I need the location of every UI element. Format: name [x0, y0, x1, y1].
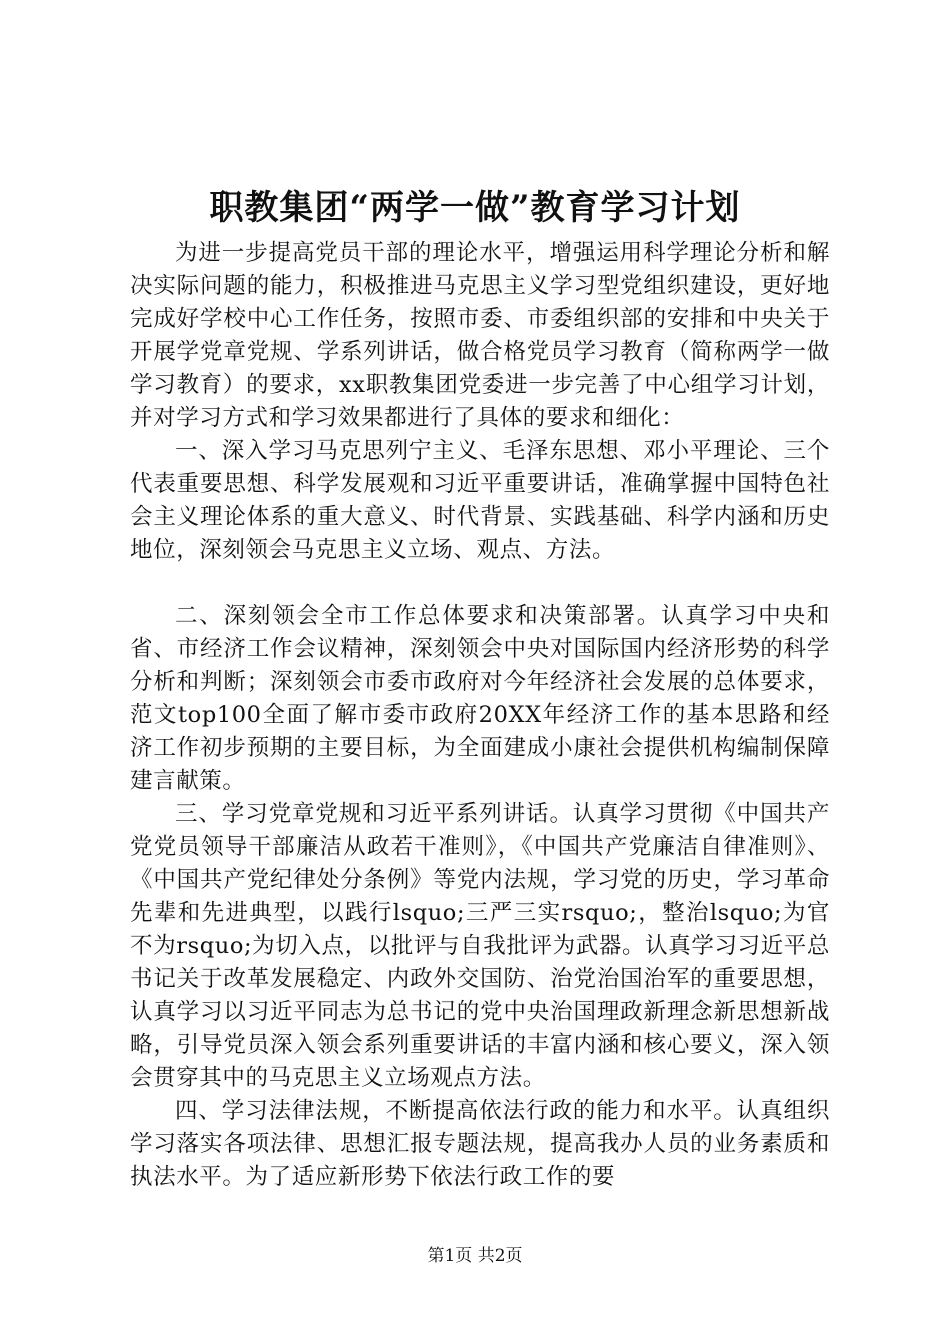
paragraph-section-3: 三、学习党章党规和习近平系列讲话。认真学习贯彻《中国共产党党员领导干部廉洁从政若干准则》，《中国共产党廉洁自律准则》、《中国共产党纪律处分条例》等党内法规，学习党的历史，学习革命先辈和先进典型，以践行lsquo;三严三实rsquo;，整治lsquo;为官不为rsquo;为切入点，以批评与自我批评为武器。认真学习习近平总书记关于改革发展稳定、内政外交国防、治党治国治军的重要思想，认真学习以习近平同志为总书记的党中央治国理政新理念新思想新战略，引导党员深入领会系列重要讲话的丰富内涵和核心要义，深入领会贯穿其中的马克思主义立场观点方法。: [130, 801, 830, 1091]
paragraph-section-2: 二、深刻领会全市工作总体要求和决策部署。认真学习中央和省、市经济工作会议精神，深刻领会中央对国际国内经济形势的科学分析和判断；深刻领会市委市政府对今年经济社会发展的总体要求，范文top100全面了解市委市政府20XX年经济工作的基本思路和经济工作初步预期的主要目标，为全面建成小康社会提供机构编制保障建言献策。: [130, 603, 830, 794]
paragraph-gap: [130, 567, 830, 600]
document-title: 职教集团“两学一做”教育学习计划: [209, 188, 741, 228]
paragraph-section-4: 四、学习法律法规，不断提高依法行政的能力和水平。认真组织学习落实各项法律、思想汇报专题法规，提高我办人员的业务素质和执法水平。为了适应新形势下依法行政工作的要: [130, 1098, 830, 1190]
document-body: [130, 237, 830, 1194]
paragraph-section-1: 一、深入学习马克思列宁主义、毛泽东思想、邓小平理论、三个代表重要思想、科学发展观和习近平重要讲话，准确掌握中国特色社会主义理论体系的重大意义、时代背景、实践基础、科学内涵和历史地位，深刻领会马克思主义立场、观点、方法。: [130, 438, 830, 563]
paragraph-intro: 为进一步提高党员干部的理论水平，增强运用科学理论分析和解决实际问题的能力，积极推进马克思主义学习型党组织建设，更好地完成好学校中心工作任务，按照市委、市委组织部的安排和中央关于开展学党章党规、学系列讲话，做合格党员学习教育（简称两学一做学习教育）的要求，xx职教集团党委进一步完善了中心组学习计划，并对学习方式和学习效果都进行了具体的要求和细化：: [130, 240, 830, 431]
page-footer: 第1页 共2页: [427, 1246, 523, 1266]
